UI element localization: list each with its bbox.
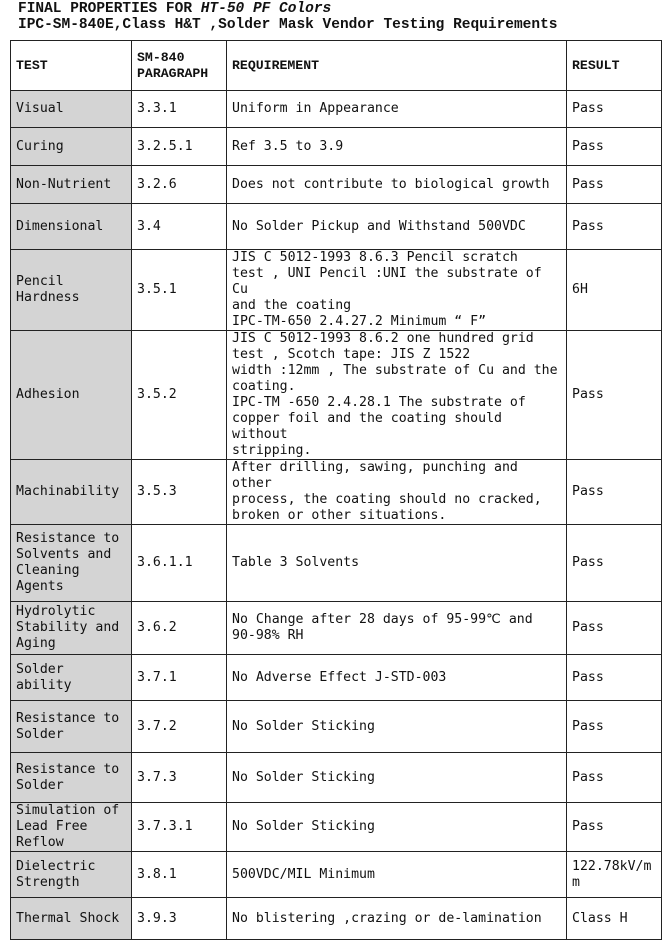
requirement-cell: No Solder Sticking xyxy=(227,803,567,852)
table-row xyxy=(11,166,662,204)
requirements-table xyxy=(10,40,662,940)
requirement-cell: No Solder Pickup and Withstand 500VDC xyxy=(227,204,567,250)
test-cell: Simulation of Lead Free Reflow xyxy=(11,803,132,852)
test-cell: Dielectric Strength xyxy=(11,852,132,898)
paragraph-cell: 3.5.1 xyxy=(132,250,227,331)
header-row xyxy=(11,41,662,91)
test-cell: Machinability xyxy=(11,460,132,525)
table-row xyxy=(11,250,662,331)
test-cell: Resistance to Solder xyxy=(11,701,132,753)
requirement-cell: No Solder Sticking xyxy=(227,701,567,753)
test-cell: Curing xyxy=(11,128,132,166)
paragraph-cell: 3.5.2 xyxy=(132,331,227,460)
table-row xyxy=(11,898,662,940)
test-cell: Non-Nutrient xyxy=(11,166,132,204)
result-cell: 122.78kV/m m xyxy=(567,852,662,898)
paragraph-cell: 3.9.3 xyxy=(132,898,227,940)
paragraph-cell: 3.2.5.1 xyxy=(132,128,227,166)
table-row xyxy=(11,701,662,753)
requirement-cell: JIS C 5012-1993 8.6.2 one hundred grid test , Scotch tape: JIS Z 1522 width :12mm , The substrate of Cu and the coating. IPC-TM -650 2.4.28.1 The substrate of copper foil and the coating should without stripping. xyxy=(227,331,567,460)
result-cell: Class H xyxy=(567,898,662,940)
test-cell: Resistance to Solder xyxy=(11,753,132,803)
result-cell: Pass xyxy=(567,460,662,525)
paragraph-cell: 3.2.6 xyxy=(132,166,227,204)
paragraph-cell: 3.8.1 xyxy=(132,852,227,898)
paragraph-cell: 3.7.1 xyxy=(132,655,227,701)
requirement-cell: Table 3 Solvents xyxy=(227,525,567,602)
result-cell: Pass xyxy=(567,602,662,655)
table-row xyxy=(11,525,662,602)
paragraph-cell: 3.6.2 xyxy=(132,602,227,655)
table-row xyxy=(11,460,662,525)
result-cell: 6H xyxy=(567,250,662,331)
requirement-cell: No Change after 28 days of 95-99℃ and 90-98% RH xyxy=(227,602,567,655)
requirement-cell: No Solder Sticking xyxy=(227,753,567,803)
requirement-cell: Ref 3.5 to 3.9 xyxy=(227,128,567,166)
result-cell: Pass xyxy=(567,701,662,753)
test-cell: Dimensional xyxy=(11,204,132,250)
result-cell: Pass xyxy=(567,91,662,128)
table-row xyxy=(11,204,662,250)
title-prefix: FINAL PROPERTIES FOR xyxy=(18,1,201,17)
result-cell: Pass xyxy=(567,655,662,701)
header-test: TEST xyxy=(11,41,132,91)
test-cell: Thermal Shock xyxy=(11,898,132,940)
table-row xyxy=(11,128,662,166)
requirement-cell: Does not contribute to biological growth xyxy=(227,166,567,204)
paragraph-cell: 3.7.2 xyxy=(132,701,227,753)
table-row xyxy=(11,753,662,803)
result-cell: Pass xyxy=(567,331,662,460)
test-cell: Hydrolytic Stability and Aging xyxy=(11,602,132,655)
product-name: HT-50 PF Colors xyxy=(200,1,332,17)
paragraph-cell: 3.7.3 xyxy=(132,753,227,803)
title-line-2: IPC-SM-840E,Class H&T ,Solder Mask Vendor Testing Requirements xyxy=(18,17,558,33)
title-line-1 xyxy=(18,1,658,17)
test-cell: Resistance to Solvents and Cleaning Agents xyxy=(11,525,132,602)
test-cell: Solder ability xyxy=(11,655,132,701)
table-row xyxy=(11,655,662,701)
paragraph-cell: 3.5.3 xyxy=(132,460,227,525)
table-row xyxy=(11,852,662,898)
result-cell: Pass xyxy=(567,204,662,250)
result-cell: Pass xyxy=(567,525,662,602)
test-cell: Adhesion xyxy=(11,331,132,460)
result-cell: Pass xyxy=(567,803,662,852)
result-cell: Pass xyxy=(567,753,662,803)
result-cell: Pass xyxy=(567,166,662,204)
requirement-cell: 500VDC/MIL Minimum xyxy=(227,852,567,898)
table-row xyxy=(11,602,662,655)
test-cell: Pencil Hardness xyxy=(11,250,132,331)
paragraph-cell: 3.6.1.1 xyxy=(132,525,227,602)
result-cell: Pass xyxy=(567,128,662,166)
requirement-cell: JIS C 5012-1993 8.6.3 Pencil scratch test , UNI Pencil :UNI the substrate of Cu and the coating IPC-TM-650 2.4.27.2 Minimum “ F” xyxy=(227,250,567,331)
test-cell: Visual xyxy=(11,91,132,128)
table-row xyxy=(11,91,662,128)
document-title xyxy=(18,1,658,33)
header-requirement: REQUIREMENT xyxy=(227,41,567,91)
paragraph-cell: 3.4 xyxy=(132,204,227,250)
table-row xyxy=(11,331,662,460)
paragraph-cell: 3.3.1 xyxy=(132,91,227,128)
header-result: RESULT xyxy=(567,41,662,91)
requirement-cell: No Adverse Effect J-STD-003 xyxy=(227,655,567,701)
requirement-cell: No blistering ,crazing or de-lamination xyxy=(227,898,567,940)
table-row xyxy=(11,803,662,852)
requirement-cell: After drilling, sawing, punching and other process, the coating should no cracked, broken or other situations. xyxy=(227,460,567,525)
requirement-cell: Uniform in Appearance xyxy=(227,91,567,128)
header-paragraph: SM-840 PARAGRAPH xyxy=(132,41,227,91)
paragraph-cell: 3.7.3.1 xyxy=(132,803,227,852)
